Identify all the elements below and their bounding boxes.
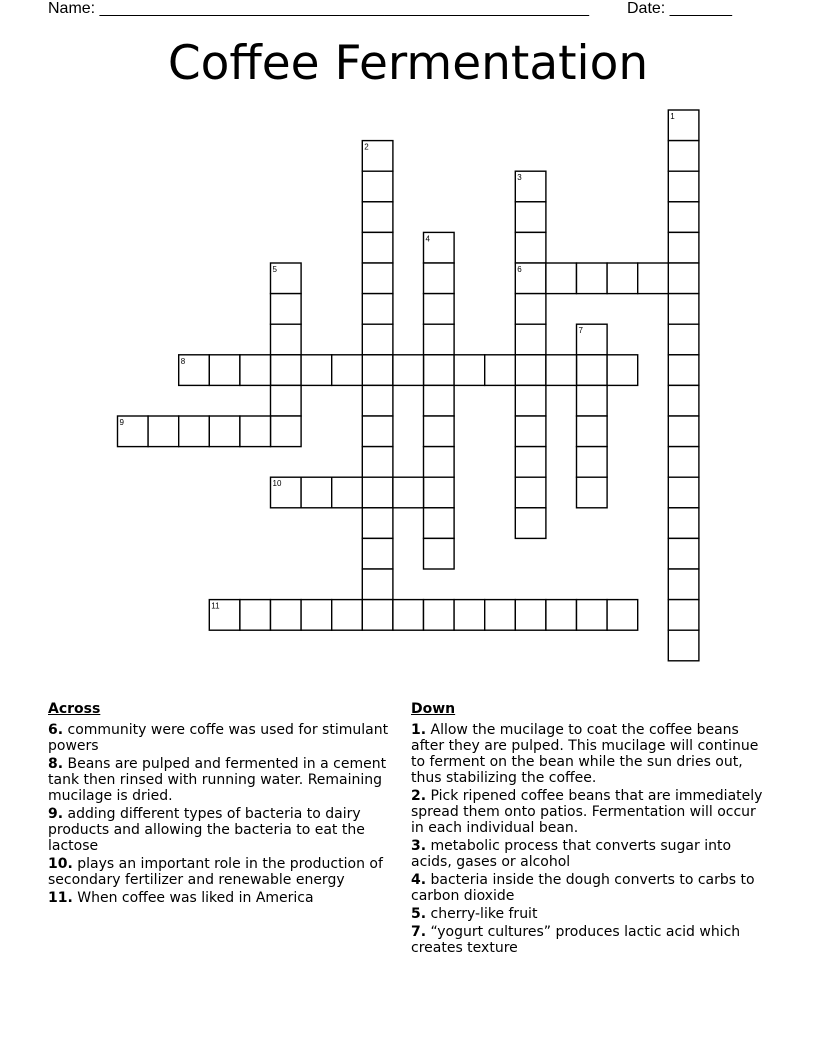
grid-cell[interactable] <box>362 600 393 631</box>
grid-cell[interactable] <box>454 355 485 386</box>
grid-cell[interactable] <box>546 600 577 631</box>
grid-cell[interactable] <box>515 355 546 386</box>
grid-cell[interactable] <box>454 600 485 631</box>
grid-cell[interactable] <box>424 477 455 508</box>
down-clue <box>411 872 771 904</box>
grid-cell[interactable] <box>668 294 699 325</box>
grid-cell[interactable] <box>271 355 302 386</box>
grid-cell[interactable] <box>515 202 546 233</box>
across-clues <box>48 700 403 908</box>
grid-cell[interactable] <box>362 294 393 325</box>
clue-number: 8. <box>48 756 64 772</box>
grid-cell[interactable] <box>362 447 393 478</box>
grid-cell[interactable] <box>240 600 271 631</box>
grid-cell[interactable] <box>424 324 455 355</box>
grid-cell[interactable] <box>577 600 608 631</box>
grid-cell[interactable] <box>515 447 546 478</box>
grid-cell[interactable] <box>424 263 455 294</box>
grid-cell[interactable] <box>485 600 516 631</box>
grid-cell[interactable] <box>668 171 699 202</box>
clue-text: Pick ripened coffee beans that are immediately spread them onto patios. Fermentation will occur in each individual bean. <box>411 788 763 836</box>
grid-cell[interactable] <box>577 385 608 416</box>
grid-cell[interactable] <box>362 355 393 386</box>
grid-cell[interactable] <box>515 508 546 539</box>
grid-cell[interactable] <box>362 416 393 447</box>
grid-cell[interactable] <box>668 385 699 416</box>
grid-cell[interactable] <box>393 477 424 508</box>
grid-cell[interactable] <box>485 355 516 386</box>
grid-cell[interactable] <box>668 263 699 294</box>
across-clue <box>48 806 403 854</box>
clue-number-label: 10 <box>272 479 282 489</box>
grid-cell[interactable] <box>668 355 699 386</box>
clue-number: 5. <box>411 906 427 922</box>
clue-number: 6. <box>48 722 64 738</box>
grid-cell[interactable] <box>271 324 302 355</box>
clue-text: cherry-like fruit <box>426 906 538 922</box>
grid-cell[interactable] <box>362 477 393 508</box>
clue-text: adding different types of bacteria to dairy products and allowing the bacteria to eat the lactose <box>48 806 365 854</box>
clue-number: 7. <box>411 924 427 940</box>
grid-cell[interactable] <box>577 447 608 478</box>
name-field-label[interactable]: Name: _______________________________________________________ <box>48 0 589 17</box>
grid-cell[interactable] <box>607 263 638 294</box>
clue-number: 2. <box>411 788 427 804</box>
grid-cell[interactable] <box>332 477 363 508</box>
across-clue <box>48 890 403 906</box>
down-clue <box>411 838 771 870</box>
down-clue <box>411 722 771 786</box>
clue-text: “yogurt cultures” produces lactic acid which creates texture <box>411 924 741 956</box>
across-clue <box>48 722 403 754</box>
grid-cell[interactable] <box>424 508 455 539</box>
clue-number-label: 7 <box>578 326 583 336</box>
page-title: Coffee Fermentation <box>167 36 649 91</box>
grid-cell[interactable] <box>424 416 455 447</box>
grid-cell[interactable] <box>332 355 363 386</box>
clue-number: 11. <box>48 890 73 906</box>
clue-number-label: 6 <box>517 265 522 274</box>
grid-cell[interactable] <box>668 508 699 539</box>
grid-cell[interactable] <box>362 202 393 233</box>
clue-number-label: 8 <box>180 356 186 366</box>
across-clue <box>48 856 403 888</box>
grid-cell[interactable] <box>668 447 699 478</box>
grid-cell[interactable] <box>148 416 179 447</box>
grid-cell[interactable] <box>515 416 546 447</box>
grid-cell[interactable] <box>668 324 699 355</box>
grid-cell[interactable] <box>515 600 546 631</box>
grid-cell[interactable] <box>271 600 302 631</box>
clue-text: plays an important role in the production of secondary fertilizer and renewable energy <box>48 856 383 888</box>
grid-cell[interactable] <box>515 232 546 263</box>
clue-number-label: 9 <box>119 418 124 427</box>
clue-number-label: 5 <box>272 265 277 274</box>
grid-cell[interactable] <box>301 477 332 508</box>
grid-cell[interactable] <box>515 324 546 355</box>
clue-number: 1. <box>411 722 427 738</box>
grid-cell[interactable] <box>424 385 455 416</box>
down-clue <box>411 924 771 956</box>
grid-cell[interactable] <box>362 508 393 539</box>
grid-cell[interactable] <box>607 355 638 386</box>
down-clue <box>411 906 771 922</box>
clue-number-label: 4 <box>425 234 430 244</box>
grid-cell[interactable] <box>362 538 393 569</box>
grid-cell[interactable] <box>546 263 577 294</box>
grid-cell[interactable] <box>362 569 393 600</box>
grid-cell[interactable] <box>668 569 699 600</box>
clue-number-label: 2 <box>364 142 369 152</box>
grid-cell[interactable] <box>546 355 577 386</box>
date-field-label[interactable]: Date: _______ <box>627 0 732 17</box>
grid-cell[interactable] <box>240 416 271 447</box>
grid-cell[interactable] <box>607 600 638 631</box>
grid-cell[interactable] <box>362 385 393 416</box>
clue-text: community were coffe was used for stimulant powers <box>48 722 389 754</box>
clue-number-label: 11 <box>211 601 220 611</box>
clue-number: 3. <box>411 838 427 854</box>
grid-cell[interactable] <box>668 538 699 569</box>
grid-cell[interactable] <box>668 630 699 661</box>
grid-cell[interactable] <box>668 202 699 233</box>
clue-number: 10. <box>48 856 73 872</box>
grid-cell[interactable] <box>362 232 393 263</box>
grid-cell[interactable] <box>301 355 332 386</box>
grid-cell[interactable] <box>362 171 393 202</box>
grid-cell[interactable] <box>209 416 240 447</box>
clue-number: 9. <box>48 806 64 822</box>
clue-text: When coffee was liked in America <box>72 890 314 906</box>
grid-cell[interactable] <box>424 600 455 631</box>
grid-cell[interactable] <box>515 385 546 416</box>
down-heading: Down <box>411 701 456 717</box>
grid-cell[interactable] <box>240 355 271 386</box>
grid-cell[interactable] <box>362 263 393 294</box>
down-clues <box>411 700 771 958</box>
grid-cell[interactable] <box>668 232 699 263</box>
grid-cell[interactable] <box>424 538 455 569</box>
grid-cell[interactable] <box>577 263 608 294</box>
clue-number: 4. <box>411 872 427 888</box>
clue-text: Allow the mucilage to coat the coffee beans after they are pulped. This mucilage will continue to ferment on the bean while the sun dries out, thus stabilizing the coffee. <box>411 722 759 786</box>
clue-text: Beans are pulped and fermented in a cement tank then rinsed with running water. Remaining mucilage is dried. <box>48 756 387 804</box>
clue-number-label: 3 <box>517 173 522 183</box>
grid-cell[interactable] <box>271 385 302 416</box>
across-heading: Across <box>48 701 101 717</box>
grid-cell[interactable] <box>424 447 455 478</box>
grid-cell[interactable] <box>638 263 669 294</box>
down-clue <box>411 788 771 836</box>
grid-cell[interactable] <box>332 600 363 631</box>
grid-cell[interactable] <box>577 477 608 508</box>
grid-cell[interactable] <box>668 477 699 508</box>
grid-cell[interactable] <box>301 600 332 631</box>
grid-cell[interactable] <box>577 355 608 386</box>
grid-cell[interactable] <box>393 600 424 631</box>
grid-cell[interactable] <box>515 294 546 325</box>
grid-cell[interactable] <box>271 416 302 447</box>
clue-number-label: 1 <box>670 112 675 121</box>
grid-cell[interactable] <box>668 600 699 631</box>
grid-cell[interactable] <box>271 294 302 325</box>
grid-cell[interactable] <box>424 294 455 325</box>
grid-cell[interactable] <box>209 355 240 386</box>
grid-cell[interactable] <box>179 416 210 447</box>
clue-text: metabolic process that converts sugar into acids, gases or alcohol <box>411 838 732 870</box>
across-clue <box>48 756 403 804</box>
grid-cell[interactable] <box>362 324 393 355</box>
grid-cell[interactable] <box>393 355 424 386</box>
grid-cell[interactable] <box>515 477 546 508</box>
clue-text: bacteria inside the dough converts to carbs to carbon dioxide <box>411 872 755 904</box>
grid-cell[interactable] <box>577 416 608 447</box>
grid-cell[interactable] <box>424 355 455 386</box>
grid-cell[interactable] <box>668 141 699 172</box>
grid-cell[interactable] <box>668 416 699 447</box>
